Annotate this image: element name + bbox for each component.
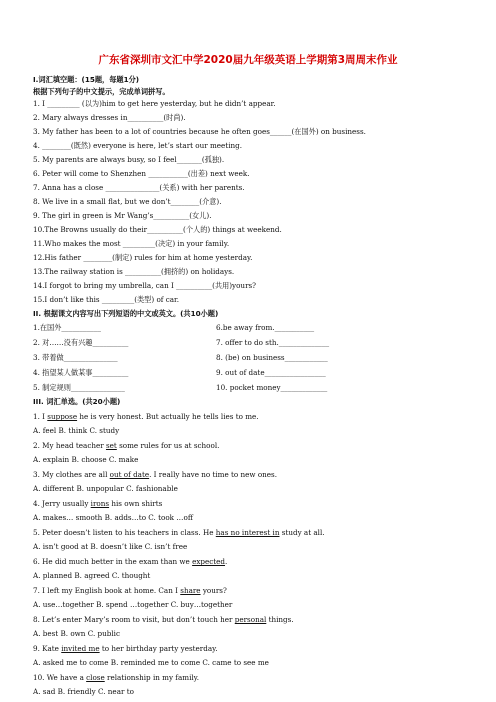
question-options: A. explain B. choose C. make — [33, 455, 139, 464]
stem-text: 4. Jerry usually — [33, 499, 91, 508]
phrase-item: 7. offer to do sth.______________ — [216, 338, 330, 347]
stem-text: 8. Let’s enter Mary’s room to visit, but don’t touch her — [33, 615, 235, 624]
question-options: A. isn’t good at B. doesn’t like C. isn’t free — [33, 542, 188, 551]
question-options: A. planned B. agreed C. thought — [33, 571, 151, 580]
stem-text: 7. I left my English book at home. Can I — [33, 586, 181, 595]
vocab-item: 4. ________(既然) everyone is here, let’s start our meeting. — [33, 141, 243, 150]
stem-text: study at all. — [279, 528, 325, 537]
question-stem — [33, 499, 162, 508]
section3-heading: III. 词汇单选。(共20小题) — [33, 397, 121, 406]
stem-text: his own shirts — [109, 499, 163, 508]
underlined-key: invited me — [61, 644, 100, 653]
stem-text: 6. He did much better in the exam than we — [33, 557, 193, 566]
phrase-item: 4. 指望某人做某事__________ — [33, 368, 129, 377]
stem-text: relationship in my family. — [104, 673, 200, 682]
question-options: A. asked me to come B. reminded me to come C. came to see me — [33, 658, 269, 667]
stem-text: 2. My head teacher — [33, 441, 106, 450]
stem-text: 1. I — [33, 412, 48, 421]
section1-instruction: 根据下列句子的中文提示，完成单词拼写。 — [33, 87, 170, 96]
question-stem — [33, 586, 227, 595]
stem-text: 9. Kate — [33, 644, 62, 653]
vocab-item: 1. I _________ (以为)him to get here yesterday, but he didn’t appear. — [33, 99, 276, 108]
phrase-item: 10. pocket money_____________ — [216, 383, 328, 392]
question-stem — [33, 644, 218, 653]
stem-text: 5. Peter doesn’t listen to his teachers in class. He — [33, 528, 216, 537]
vocab-item: 15.I don’t like this _________(类型) of car. — [33, 295, 179, 304]
stem-text: he is very honest. But actually he tells lies to me. — [77, 412, 259, 421]
question-stem — [33, 673, 199, 682]
underlined-key: irons — [90, 499, 110, 508]
question-stem — [33, 470, 277, 479]
vocab-item: 9. The girl in green is Mr Wang’s__________(女儿). — [33, 211, 212, 220]
question-options: A. feel B. think C. study — [33, 426, 120, 435]
vocab-item: 2. Mary always dresses in__________(时尚). — [33, 113, 186, 122]
stem-text: 10. We have a — [33, 673, 87, 682]
question-options: A. sad B. friendly C. near to — [33, 687, 134, 696]
underlined-key: close — [86, 673, 105, 682]
question-options: A. use…together B. spend …together C. buy…together — [33, 600, 233, 609]
phrase-item: 6.be away from.___________ — [216, 323, 315, 332]
stem-text: 3. My clothes are all — [33, 470, 110, 479]
vocab-item: 6. Peter will come to Shenzhen ___________(出差) next week. — [33, 169, 250, 178]
section2-heading: II. 根据课文内容写出下列短语的中文或英文。(共10小题) — [33, 309, 219, 318]
phrase-item: 1.在国外___________ — [33, 323, 101, 332]
stem-text: things. — [266, 615, 294, 624]
page-title: 广东省深圳市文汇中学2020届九年级英语上学期第3周周末作业 — [98, 54, 398, 66]
section1-heading: I.词汇填空题：(15题，每题1分) — [33, 75, 140, 84]
stem-text: . — [225, 557, 228, 566]
phrase-item: 8. (be) on business____________ — [216, 353, 328, 362]
question-options: A. makes… smooth B. adds…to C. took …off — [33, 513, 193, 522]
underlined-key: suppose — [47, 412, 78, 421]
stem-text: some rules for us at school. — [116, 441, 220, 450]
question-options: A. different B. unpopular C. fashionable — [33, 484, 178, 493]
underlined-key: out of date — [109, 470, 150, 479]
underlined-key: share — [180, 586, 201, 595]
phrase-item: 9. out of date_________________ — [216, 368, 326, 377]
underlined-key: expected — [192, 557, 226, 566]
phrase-item: 2. 对……没有兴趣__________ — [33, 338, 129, 347]
stem-text: yours? — [200, 586, 227, 595]
vocab-item: 3. My father has been to a lot of countries because he often goes______(在国外) on business. — [33, 127, 366, 136]
phrase-item: 3. 带着做_______________ — [33, 353, 118, 362]
question-stem — [33, 412, 259, 421]
phrase-item: 5. 制定规则_______________ — [33, 383, 125, 392]
question-stem — [33, 528, 325, 537]
vocab-item: 12.His father ________(制定) rules for him at home yesterday. — [33, 253, 253, 262]
question-stem — [33, 615, 294, 624]
underlined-key: has no interest in — [215, 528, 280, 537]
stem-text: to her birthday party yesterday. — [99, 644, 218, 653]
vocab-item: 7. Anna has a close _______________(关系) with her parents. — [33, 183, 245, 192]
question-stem — [33, 441, 219, 450]
question-stem — [33, 557, 227, 566]
question-options: A. best B. own C. public — [33, 629, 120, 638]
vocab-item: 13.The railway station is __________(拥挤的) on holidays. — [33, 267, 235, 276]
vocab-item: 14.I forgot to bring my umbrella, can I __________(共用)yours? — [33, 281, 257, 290]
underlined-key: personal — [234, 615, 267, 624]
vocab-item: 5. My parents are always busy, so I feel_______(孤独). — [33, 155, 225, 164]
vocab-item: 11.Who makes the most _________(决定) in your family. — [33, 239, 230, 248]
vocab-item: 8. We live in a small flat, but we don’t________(介意). — [33, 197, 222, 206]
stem-text: . I really have no time to new ones. — [149, 470, 278, 479]
underlined-key: set — [105, 441, 117, 450]
vocab-item: 10.The Browns usually do their__________(个人的) things at weekend. — [33, 225, 282, 234]
